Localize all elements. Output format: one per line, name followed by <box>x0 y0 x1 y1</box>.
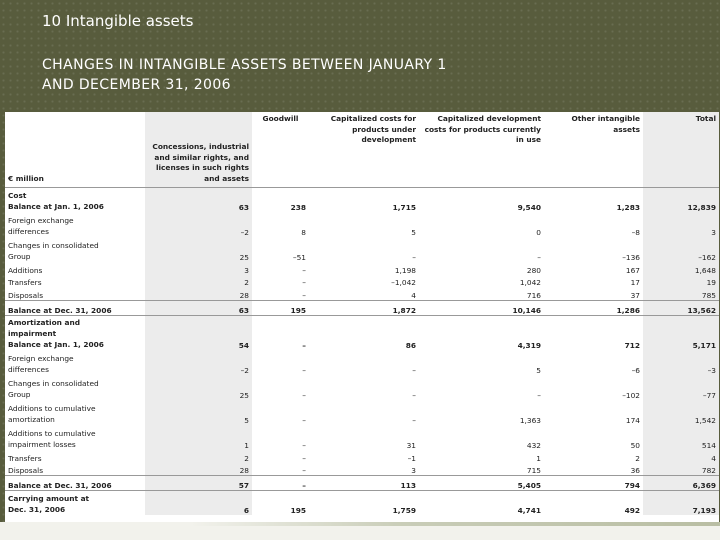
cell-value: – <box>537 391 541 401</box>
row-label: Cost <box>8 191 27 200</box>
cell-value: 5 <box>145 400 252 425</box>
cell-value: –162 <box>643 237 719 262</box>
table-row <box>5 300 719 315</box>
table-row <box>5 287 719 300</box>
cell-value: 4,319 <box>517 341 541 351</box>
cell-value: –1,042 <box>391 278 416 288</box>
col-header-capitalized-under-development: Capitalized costs for products under development <box>309 112 419 187</box>
table-row <box>5 237 719 262</box>
row-label-cont: Balance at Jan. 1, 2006 <box>8 340 104 350</box>
cell-value: 1,283 <box>616 203 640 212</box>
cell-value: 782 <box>643 463 719 476</box>
cell-value: – <box>302 265 306 275</box>
cell-value: 28 <box>145 463 252 476</box>
cell-value: 31 <box>406 441 416 451</box>
cell-value: 17 <box>630 278 640 288</box>
cell-value: – <box>537 253 541 262</box>
cell-value: 1,542 <box>643 400 719 425</box>
row-label: Transfers <box>8 278 42 288</box>
row-label: Balance at Dec. 31, 2006 <box>5 300 145 315</box>
cell-value: –3 <box>643 350 719 375</box>
intangible-assets-table <box>5 112 719 515</box>
cell-value: –77 <box>643 375 719 400</box>
row-label: Changes in consolidated <box>8 241 99 250</box>
row-label: Additions <box>8 265 43 275</box>
table-row <box>5 463 719 476</box>
table-row <box>5 375 719 400</box>
cell-value: 174 <box>625 416 640 426</box>
cell-value: 25 <box>145 237 252 262</box>
cell-value: 1,042 <box>519 278 541 288</box>
cell-value: 4 <box>643 450 719 463</box>
table-row <box>5 275 719 288</box>
cell-value: – <box>412 253 416 262</box>
cell-value: 3 <box>145 262 252 275</box>
table-sheet <box>5 112 719 523</box>
table-row <box>5 400 719 425</box>
cell-value: 54 <box>145 315 252 350</box>
row-label: Transfers <box>8 453 42 463</box>
cell-value: 4,741 <box>517 506 541 516</box>
table-row <box>5 187 719 212</box>
row-label: Foreign exchange <box>8 354 74 364</box>
cell-value: – <box>302 366 306 376</box>
row-label: Changes in consolidated <box>8 379 99 389</box>
subtitle-line-2: AND DECEMBER 31, 2006 <box>42 77 231 93</box>
table-row <box>5 450 719 463</box>
cell-value: 1,872 <box>309 300 419 315</box>
row-label: Additions to cumulative <box>8 429 96 439</box>
cell-value: 50 <box>630 441 640 451</box>
subtitle-line-1: CHANGES IN INTANGIBLE ASSETS BETWEEN JANUARY 1 <box>42 57 447 73</box>
row-label: Disposals <box>5 463 145 476</box>
unit-label: € million <box>5 112 145 187</box>
cell-value: –136 <box>622 253 640 262</box>
cell-value: 1,286 <box>544 300 643 315</box>
row-label: Foreign exchange <box>8 216 74 225</box>
cell-value: – <box>252 287 309 300</box>
cell-value: – <box>252 463 309 476</box>
cell-value: 1,759 <box>392 506 416 516</box>
row-label: Disposals <box>5 287 145 300</box>
row-label: Carrying amount at <box>8 494 90 504</box>
cell-value: 492 <box>624 506 640 516</box>
cell-value: 8 <box>301 228 306 237</box>
cell-value: 2 <box>145 450 252 463</box>
cell-value: 63 <box>145 187 252 212</box>
cell-value: 13,562 <box>643 300 719 315</box>
cell-value: 3 <box>309 463 419 476</box>
cell-value: – <box>412 391 416 401</box>
slide-heading: 10 Intangible assets <box>42 12 194 30</box>
row-label-cont: Group <box>8 252 31 261</box>
cell-value: 794 <box>544 475 643 490</box>
cell-value: – <box>302 391 306 401</box>
table-row <box>5 212 719 237</box>
cell-value: –2 <box>145 350 252 375</box>
cell-value: 86 <box>405 341 416 351</box>
cell-value: 4 <box>309 287 419 300</box>
cell-value: –6 <box>631 366 640 376</box>
cell-value: 2 <box>635 453 640 463</box>
cell-value: 6 <box>145 490 252 515</box>
cell-value: –51 <box>292 253 306 262</box>
table-row <box>5 425 719 450</box>
cell-value: 28 <box>145 287 252 300</box>
col-header-total: Total <box>643 112 719 187</box>
row-label-cont: differences <box>8 365 49 375</box>
col-header-other-intangible: Other intangible assets <box>544 112 643 187</box>
cell-value: 514 <box>643 425 719 450</box>
cell-value: 5,171 <box>643 315 719 350</box>
cell-value: 280 <box>526 265 541 275</box>
cell-value: 9,540 <box>517 203 541 212</box>
cell-value: 715 <box>419 463 544 476</box>
slide-subtitle <box>42 55 447 95</box>
cell-value: 37 <box>544 287 643 300</box>
cell-value: 25 <box>145 375 252 400</box>
cell-value: 3 <box>643 212 719 237</box>
cell-value: 19 <box>643 275 719 288</box>
cell-value: 1,648 <box>643 262 719 275</box>
footer-accent-line <box>190 522 720 526</box>
row-label-cont: Balance at Jan. 1, 2006 <box>8 202 104 211</box>
cell-value: – <box>302 416 306 426</box>
cell-value: 36 <box>544 463 643 476</box>
cell-value: 195 <box>252 300 309 315</box>
cell-value: – <box>302 341 306 351</box>
cell-value: 10,146 <box>419 300 544 315</box>
cell-value: 12,839 <box>643 187 719 212</box>
cell-value: – <box>302 453 306 463</box>
cell-value: 6,369 <box>643 475 719 490</box>
cell-value: – <box>252 475 309 490</box>
cell-value: 167 <box>625 265 640 275</box>
cell-value: 113 <box>309 475 419 490</box>
cell-value: – <box>412 366 416 376</box>
cell-value: –8 <box>631 228 640 237</box>
cell-value: –102 <box>622 391 640 401</box>
cell-value: 1 <box>536 453 541 463</box>
cell-value: 1,198 <box>394 265 416 275</box>
cell-value: 716 <box>419 287 544 300</box>
cell-value: 195 <box>290 506 306 516</box>
cell-value: 1,715 <box>392 203 416 212</box>
cell-value: 2 <box>145 275 252 288</box>
table-header-row <box>5 112 719 187</box>
row-label-cont: Group <box>8 390 31 400</box>
cell-value: – <box>302 441 306 451</box>
table-row <box>5 262 719 275</box>
col-header-capitalized-in-use: Capitalized development costs for products currently in use <box>419 112 544 187</box>
col-header-goodwill: Goodwill <box>252 112 309 187</box>
cell-value: 63 <box>145 300 252 315</box>
table-row <box>5 490 719 515</box>
cell-value: 57 <box>145 475 252 490</box>
row-label: Balance at Dec. 31, 2006 <box>5 475 145 490</box>
row-label-cont: Dec. 31, 2006 <box>8 505 66 515</box>
row-label: Amortization and impairment <box>8 318 81 339</box>
cell-value: 1,363 <box>519 416 541 426</box>
cell-value: 712 <box>624 341 640 351</box>
cell-value: 7,193 <box>643 490 719 515</box>
table-row <box>5 350 719 375</box>
cell-value: – <box>412 416 416 426</box>
cell-value: 432 <box>526 441 541 451</box>
row-label: Additions to cumulative <box>8 404 96 414</box>
cell-value: 5 <box>411 228 416 237</box>
cell-value: 5,405 <box>419 475 544 490</box>
row-label-cont: impairment losses <box>8 440 76 450</box>
cell-value: 238 <box>290 203 306 212</box>
cell-value: 1 <box>145 425 252 450</box>
row-label-cont: amortization <box>8 415 55 425</box>
cell-value: – <box>302 278 306 288</box>
cell-value: 5 <box>536 366 541 376</box>
cell-value: 0 <box>536 228 541 237</box>
cell-value: –2 <box>145 212 252 237</box>
cell-value: –1 <box>407 453 416 463</box>
col-header-concessions: Concessions, industrial and similar rights, and licenses in such rights and assets <box>145 112 252 187</box>
table-row <box>5 315 719 350</box>
table-row <box>5 475 719 490</box>
row-label-cont: differences <box>8 227 49 236</box>
cell-value: 785 <box>643 287 719 300</box>
